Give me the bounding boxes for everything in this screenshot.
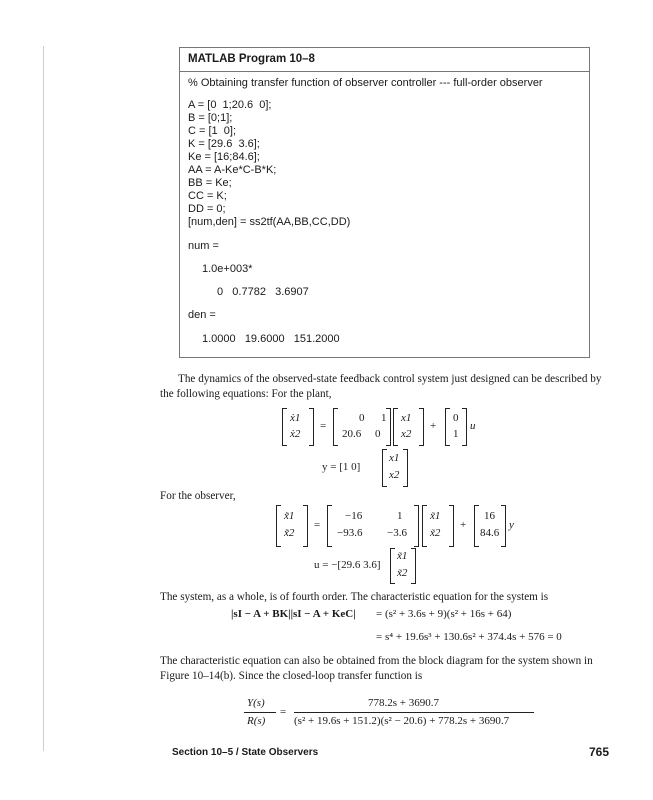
code-line: BB = Ke; bbox=[188, 177, 232, 189]
code-line: CC = K; bbox=[188, 190, 227, 202]
code-line: Ke = [16;84.6]; bbox=[188, 151, 260, 163]
plant-output-equation: y = [1 0] x1 x2 bbox=[322, 449, 462, 487]
observer-matrix: −16 1 −93.6 −3.6 bbox=[327, 505, 419, 547]
observer-gain-vector: 16 84.6 bbox=[474, 505, 506, 547]
observer-label: For the observer, bbox=[160, 490, 236, 502]
code-line: 0 0.7782 3.6907 bbox=[217, 286, 309, 298]
rhs-fraction: 778.2s + 3690.7 (s² + 19.6s + 151.2)(s² − 20.6) + 778.2s + 3690.7 bbox=[294, 697, 534, 733]
code-line: den = bbox=[188, 309, 216, 321]
observer-output-equation: u = −[29.6 3.6] x̃1 x̃2 bbox=[314, 548, 464, 584]
code-line: % Obtaining transfer function of observer controller --- full-order observer bbox=[188, 77, 543, 89]
lhs-fraction: Y(s) R(s) bbox=[244, 697, 276, 733]
code-line: DD = 0; bbox=[188, 203, 226, 215]
state-derivative-vector: ẋ1 ẋ2 bbox=[282, 408, 314, 446]
page-number: 765 bbox=[588, 745, 609, 759]
plant-state-equation: ẋ1 ẋ2 = 0 1 20.6 0 x1 x2 + 0 1 u bbox=[282, 408, 512, 446]
code-line: A = [0 1;20.6 0]; bbox=[188, 99, 272, 111]
code-line: C = [1 0]; bbox=[188, 125, 236, 137]
paragraph: The dynamics of the observed-state feedback control system just designed can be described by the following equations: For the plant, bbox=[160, 373, 602, 400]
code-line: K = [29.6 3.6]; bbox=[188, 138, 260, 150]
section-title: Section 10–5 / State Observers bbox=[172, 747, 319, 758]
margin-rule bbox=[43, 46, 44, 751]
system-matrix-a: 0 1 20.6 0 bbox=[333, 408, 391, 446]
closed-loop-transfer-function: Y(s) R(s) = 778.2s + 3690.7 (s² + 19.6s + 151.2)(s² − 20.6) + 778.2s + 3690.7 bbox=[244, 697, 544, 735]
characteristic-equation: |sI − A + BK||sI − A + KeC| = (s² + 3.6s + 9)(s² + 16s + 64) = s⁴ + 19.6s³ + 130.6s² + 374.4s + 576 = 0 bbox=[231, 608, 562, 643]
code-line: AA = A-Ke*C-B*K; bbox=[188, 164, 277, 176]
paragraph: The system, as a whole, is of fourth order. The characteristic equation for the system is bbox=[160, 591, 549, 603]
matlab-program-box bbox=[179, 47, 590, 358]
observer-state-vector: x̃1 x̃2 bbox=[390, 548, 416, 584]
code-line: [num,den] = ss2tf(AA,BB,CC,DD) bbox=[188, 216, 351, 228]
input-matrix-b: 0 1 bbox=[445, 408, 467, 446]
state-vector: x1 x2 bbox=[382, 449, 408, 487]
observer-derivative-vector: x̃̇1 x̃̇2 bbox=[276, 505, 308, 547]
observer-state-vector: x̃1 x̃2 bbox=[422, 505, 454, 547]
paragraph: The characteristic equation can also be obtained from the block diagram for the system shown in Figure 10–14(b). Since the closed-loop transfer function is bbox=[160, 655, 593, 682]
code-line: B = [0;1]; bbox=[188, 112, 233, 124]
observer-state-equation: x̃̇1 x̃̇2 = −16 1 −93.6 −3.6 x̃1 x̃2 + 16 84.6 y bbox=[276, 505, 516, 547]
code-line: num = bbox=[188, 240, 219, 252]
program-title: MATLAB Program 10–8 bbox=[180, 48, 589, 72]
code-line: 1.0e+003* bbox=[202, 263, 253, 275]
page-footer bbox=[172, 745, 609, 761]
code-line: 1.0000 19.6000 151.2000 bbox=[202, 333, 340, 345]
state-vector: x1 x2 bbox=[393, 408, 424, 446]
